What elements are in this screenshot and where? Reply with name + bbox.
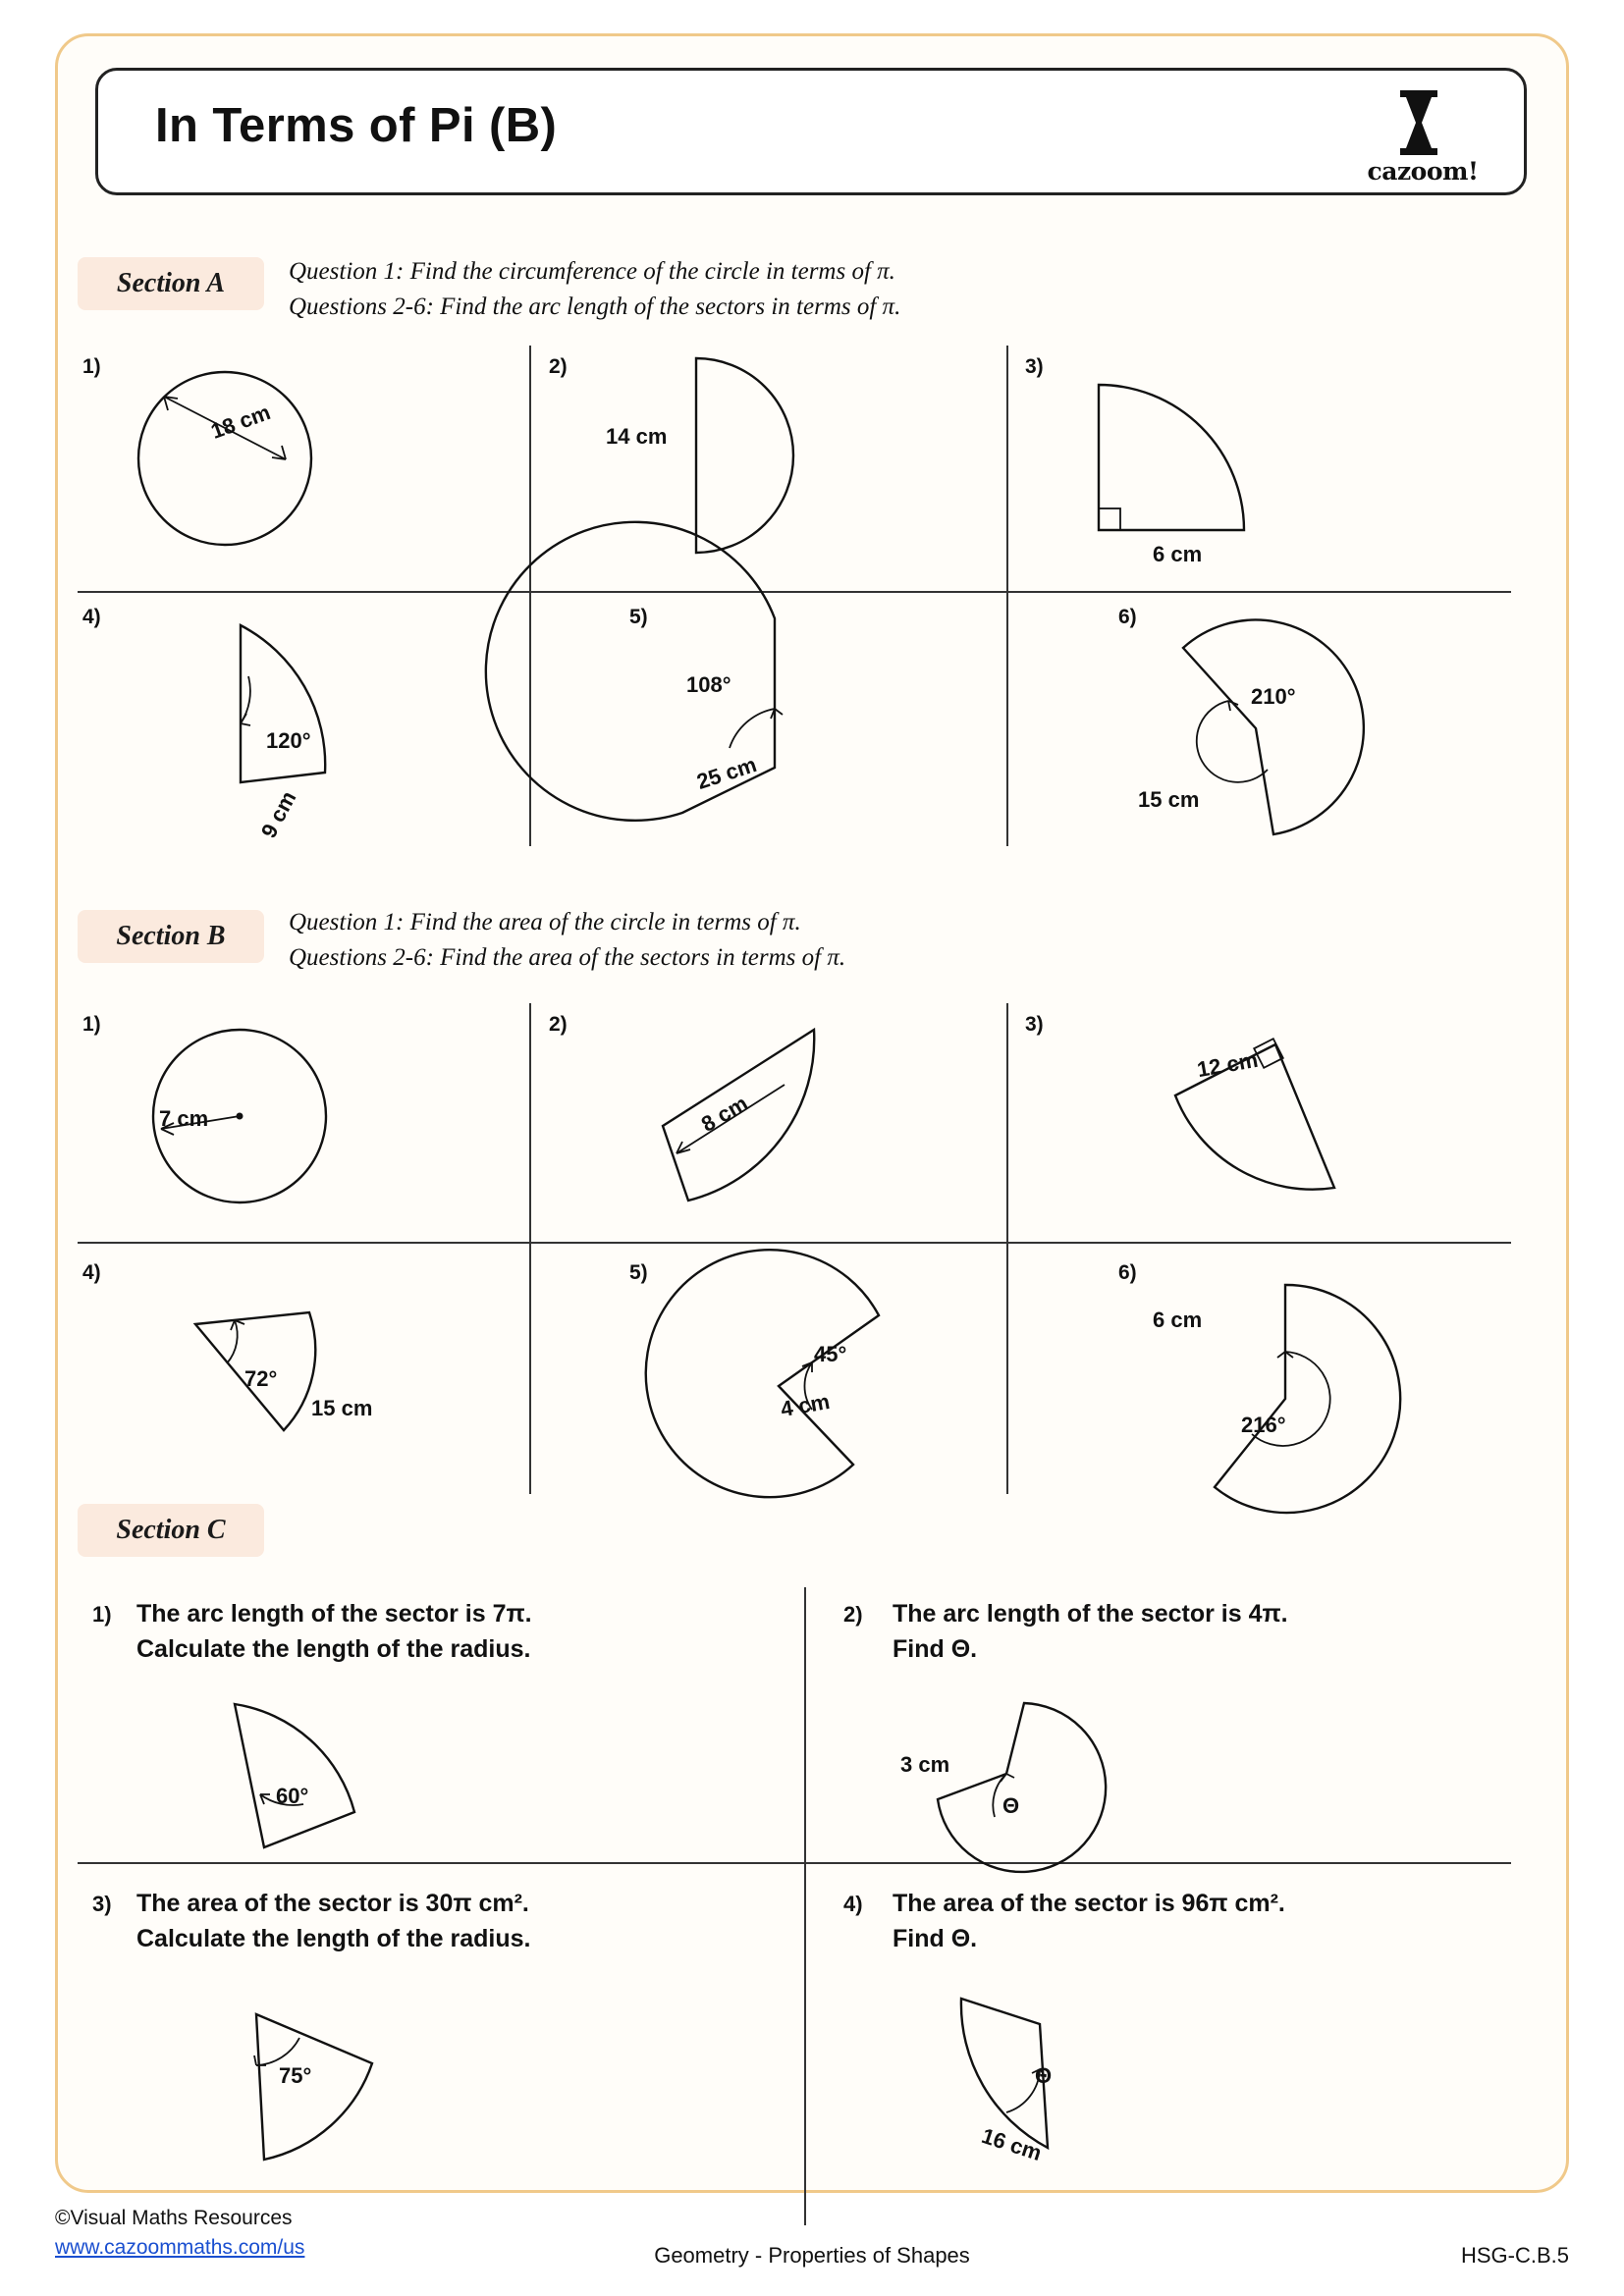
question-text: Find Θ. <box>893 1635 978 1663</box>
question-number: 5) <box>629 1261 648 1284</box>
shape-sector-c4 <box>932 1975 1177 2166</box>
page-footer <box>55 2204 1569 2292</box>
question-number: 5) <box>629 606 648 628</box>
shape-sector-c3 <box>205 1995 421 2171</box>
shape-label: Θ <box>1002 1793 1020 1818</box>
question-number: 1) <box>82 1013 101 1036</box>
question-number: 4) <box>82 606 101 628</box>
section-a-tag <box>78 257 264 310</box>
question-number: 3) <box>1025 355 1044 378</box>
shape-label: 15 cm <box>311 1396 373 1420</box>
question-text: The arc length of the sector is 7π. <box>136 1600 532 1628</box>
footer-code: HSG-C.B.5 <box>1460 2243 1569 2268</box>
section-a-instruction-1: Question 1: Find the circumference of the circle in terms of π. <box>289 258 895 285</box>
grid-divider <box>529 346 531 846</box>
shape-sector-b4 <box>176 1303 421 1489</box>
question-number: 4) <box>843 1892 863 1916</box>
question-number: 2) <box>549 355 568 378</box>
section-b-tag <box>78 910 264 963</box>
shape-label: 108° <box>686 672 731 697</box>
shape-label: 18 cm <box>207 400 274 444</box>
shape-label: 75° <box>279 2063 312 2088</box>
question-text: The area of the sector is 96π cm². <box>893 1890 1285 1917</box>
shape-sector-b5 <box>665 1278 949 1504</box>
title-box <box>95 68 1527 195</box>
section-a-tag-label: Section A <box>116 268 226 298</box>
question-number: 3) <box>1025 1013 1044 1036</box>
cazoom-logo <box>1349 88 1496 187</box>
shape-semicircle-a2 <box>608 348 883 574</box>
section-b-instruction-2: Questions 2-6: Find the area of the sectors in terms of π. <box>289 944 846 971</box>
shape-label: 60° <box>276 1784 309 1808</box>
shape-label: 3 cm <box>900 1752 950 1777</box>
shape-sector-b6 <box>1187 1273 1462 1509</box>
grid-divider <box>1006 1003 1008 1494</box>
section-c-tag-label: Section C <box>116 1515 226 1545</box>
question-number: 4) <box>82 1261 101 1284</box>
shape-label: 15 cm <box>1138 787 1200 812</box>
question-number: 6) <box>1118 1261 1137 1284</box>
grid-divider <box>78 1242 1511 1244</box>
shape-label: 45° <box>814 1342 847 1366</box>
shape-sector-a6 <box>1148 620 1433 851</box>
shape-label: 12 cm <box>1195 1046 1261 1083</box>
section-a-instruction-2: Questions 2-6: Find the arc length of the sectors in terms of π. <box>289 294 901 320</box>
shape-label: 25 cm <box>693 751 760 795</box>
grid-divider <box>804 1587 806 2225</box>
section-b-tag-label: Section B <box>116 921 226 951</box>
question-text: Find Θ. <box>893 1925 978 1952</box>
shape-sector-c2 <box>922 1695 1167 1862</box>
question-number: 1) <box>82 355 101 378</box>
shape-circle-b1 <box>117 1003 372 1229</box>
shape-label: 16 cm <box>978 2122 1045 2166</box>
question-text: Calculate the length of the radius. <box>136 1635 531 1663</box>
copyright-text: ©Visual Maths Resources <box>55 2207 293 2229</box>
question-text: The arc length of the sector is 4π. <box>893 1600 1288 1628</box>
shape-label: 120° <box>266 728 311 753</box>
shape-quarter-a3 <box>1079 355 1325 571</box>
shape-label: 7 cm <box>159 1106 209 1131</box>
shape-label: 9 cm <box>255 786 301 842</box>
question-text: The area of the sector is 30π cm². <box>136 1890 529 1917</box>
question-number: 2) <box>843 1602 863 1627</box>
section-c-tag <box>78 1504 264 1557</box>
question-text: Calculate the length of the radius. <box>136 1925 531 1952</box>
shape-sector-a5 <box>667 611 951 841</box>
question-number: 6) <box>1118 606 1137 628</box>
shape-sector-b3 <box>1148 1033 1423 1229</box>
question-number: 1) <box>92 1602 112 1627</box>
section-b-instruction-1: Question 1: Find the area of the circle in terms of π. <box>289 909 801 935</box>
grid-divider <box>78 1862 1511 1864</box>
hourglass-icon <box>1396 90 1441 155</box>
shape-sector-b2 <box>637 1018 922 1229</box>
footer-topic: Geometry - Properties of Shapes <box>654 2243 970 2268</box>
shape-label: 216° <box>1241 1413 1286 1437</box>
logo-brand-text: cazoom! <box>1367 157 1479 186</box>
shape-label: 8 cm <box>696 1091 752 1137</box>
worksheet-page <box>55 33 1569 2193</box>
shape-label: 210° <box>1251 684 1296 709</box>
shape-sector-c1 <box>205 1690 421 1857</box>
shape-circle-a1 <box>117 346 372 571</box>
shape-label: Θ <box>1035 2063 1053 2088</box>
grid-divider <box>78 591 1511 593</box>
website-link[interactable]: www.cazoommaths.com/us <box>55 2236 305 2259</box>
shape-label: 72° <box>244 1366 278 1391</box>
grid-divider <box>529 1003 531 1494</box>
shape-label: 6 cm <box>1153 542 1203 566</box>
shape-label: 4 cm <box>779 1388 832 1422</box>
grid-divider <box>1006 346 1008 846</box>
shape-label: 14 cm <box>606 424 668 449</box>
shape-label: 6 cm <box>1153 1308 1203 1332</box>
question-number: 2) <box>549 1013 568 1036</box>
page-title: In Terms of Pi (B) <box>155 99 558 152</box>
question-number: 3) <box>92 1892 112 1916</box>
